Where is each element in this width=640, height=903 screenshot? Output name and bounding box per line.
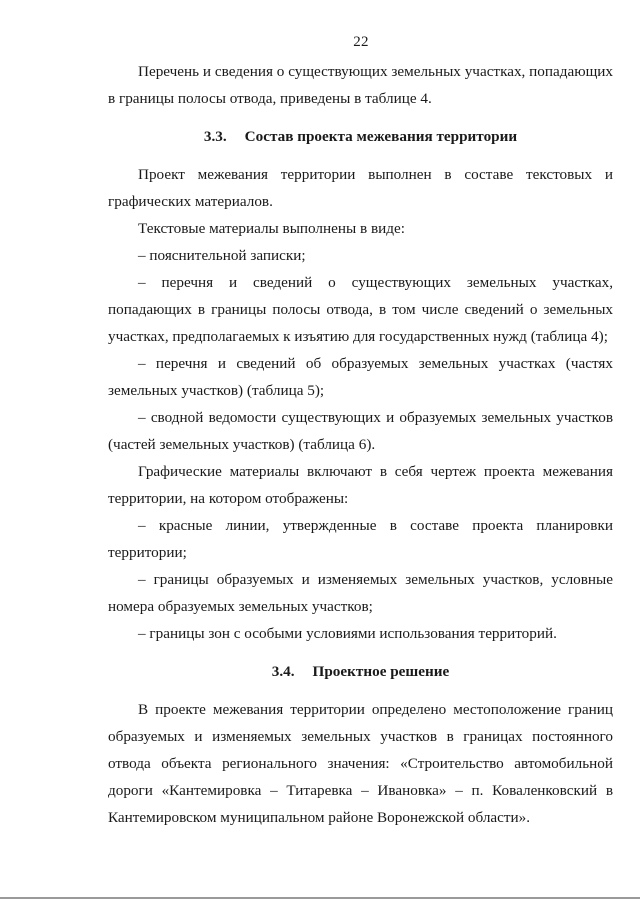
list-item-formed-plots: – перечня и сведений об образуемых земельных участках (частях земельных участков) (таблица 5); <box>108 355 613 399</box>
scan-bottom-edge <box>0 897 640 899</box>
section-heading-3-3 <box>108 123 613 150</box>
list-item-plot-boundaries: – границы образуемых и изменяемых земельных участков, условные номера образуемых земельных участков; <box>108 571 613 615</box>
paragraph-graphic-materials: Графические материалы включают в себя чертеж проекта межевания территории, на котором отображены: <box>108 463 613 507</box>
list-item-explanatory-note: – пояснительной записки; <box>138 247 306 264</box>
section-number: 3.3. <box>203 128 227 145</box>
section-heading-3-4 <box>108 658 613 685</box>
list-item-existing-plots: – перечня и сведений о существующих земельных участках, попадающих в границы полосы отвода, в том числе сведений о земельных участках, предполагаемых к изъятию для государственных нужд (таблица 4); <box>108 274 613 345</box>
spacer <box>108 647 613 658</box>
list-item-red-lines: – красные линии, утвержденные в составе проекта планировки территории; <box>108 517 613 561</box>
section-title: Состав проекта межевания территории <box>244 128 518 145</box>
spacer <box>108 112 613 123</box>
paragraph-text-materials: Текстовые материалы выполнены в виде: <box>138 220 405 237</box>
paragraph-project-decision: В проекте межевания территории определено местоположение границ образуемых и изменяемых земельных участков в границах постоянного отвода объекта регионального значения: «Строительство автомобильной дороги «Кантемировка – Титаревка – Ивановка» – п. Коваленковский в Кантемировском муниципальном районе Воронежской области». <box>108 701 613 826</box>
section-number: 3.4. <box>271 663 295 680</box>
spacer <box>108 685 613 696</box>
document-body <box>108 58 613 831</box>
list-item-special-zones: – границы зон с особыми условиями использования территорий. <box>138 625 557 642</box>
spacer <box>108 150 613 161</box>
list-item-summary-statement: – сводной ведомости существующих и образуемых земельных участков (частей земельных участков) (таблица 6). <box>108 409 613 453</box>
section-title: Проектное решение <box>312 663 450 680</box>
paragraph-composition: Проект межевания территории выполнен в составе текстовых и графических материалов. <box>108 166 613 210</box>
paragraph-table4-reference: Перечень и сведения о существующих земельных участках, попадающих в границы полосы отвода, приведены в таблице 4. <box>108 63 613 107</box>
page-number: 22 <box>353 34 369 50</box>
